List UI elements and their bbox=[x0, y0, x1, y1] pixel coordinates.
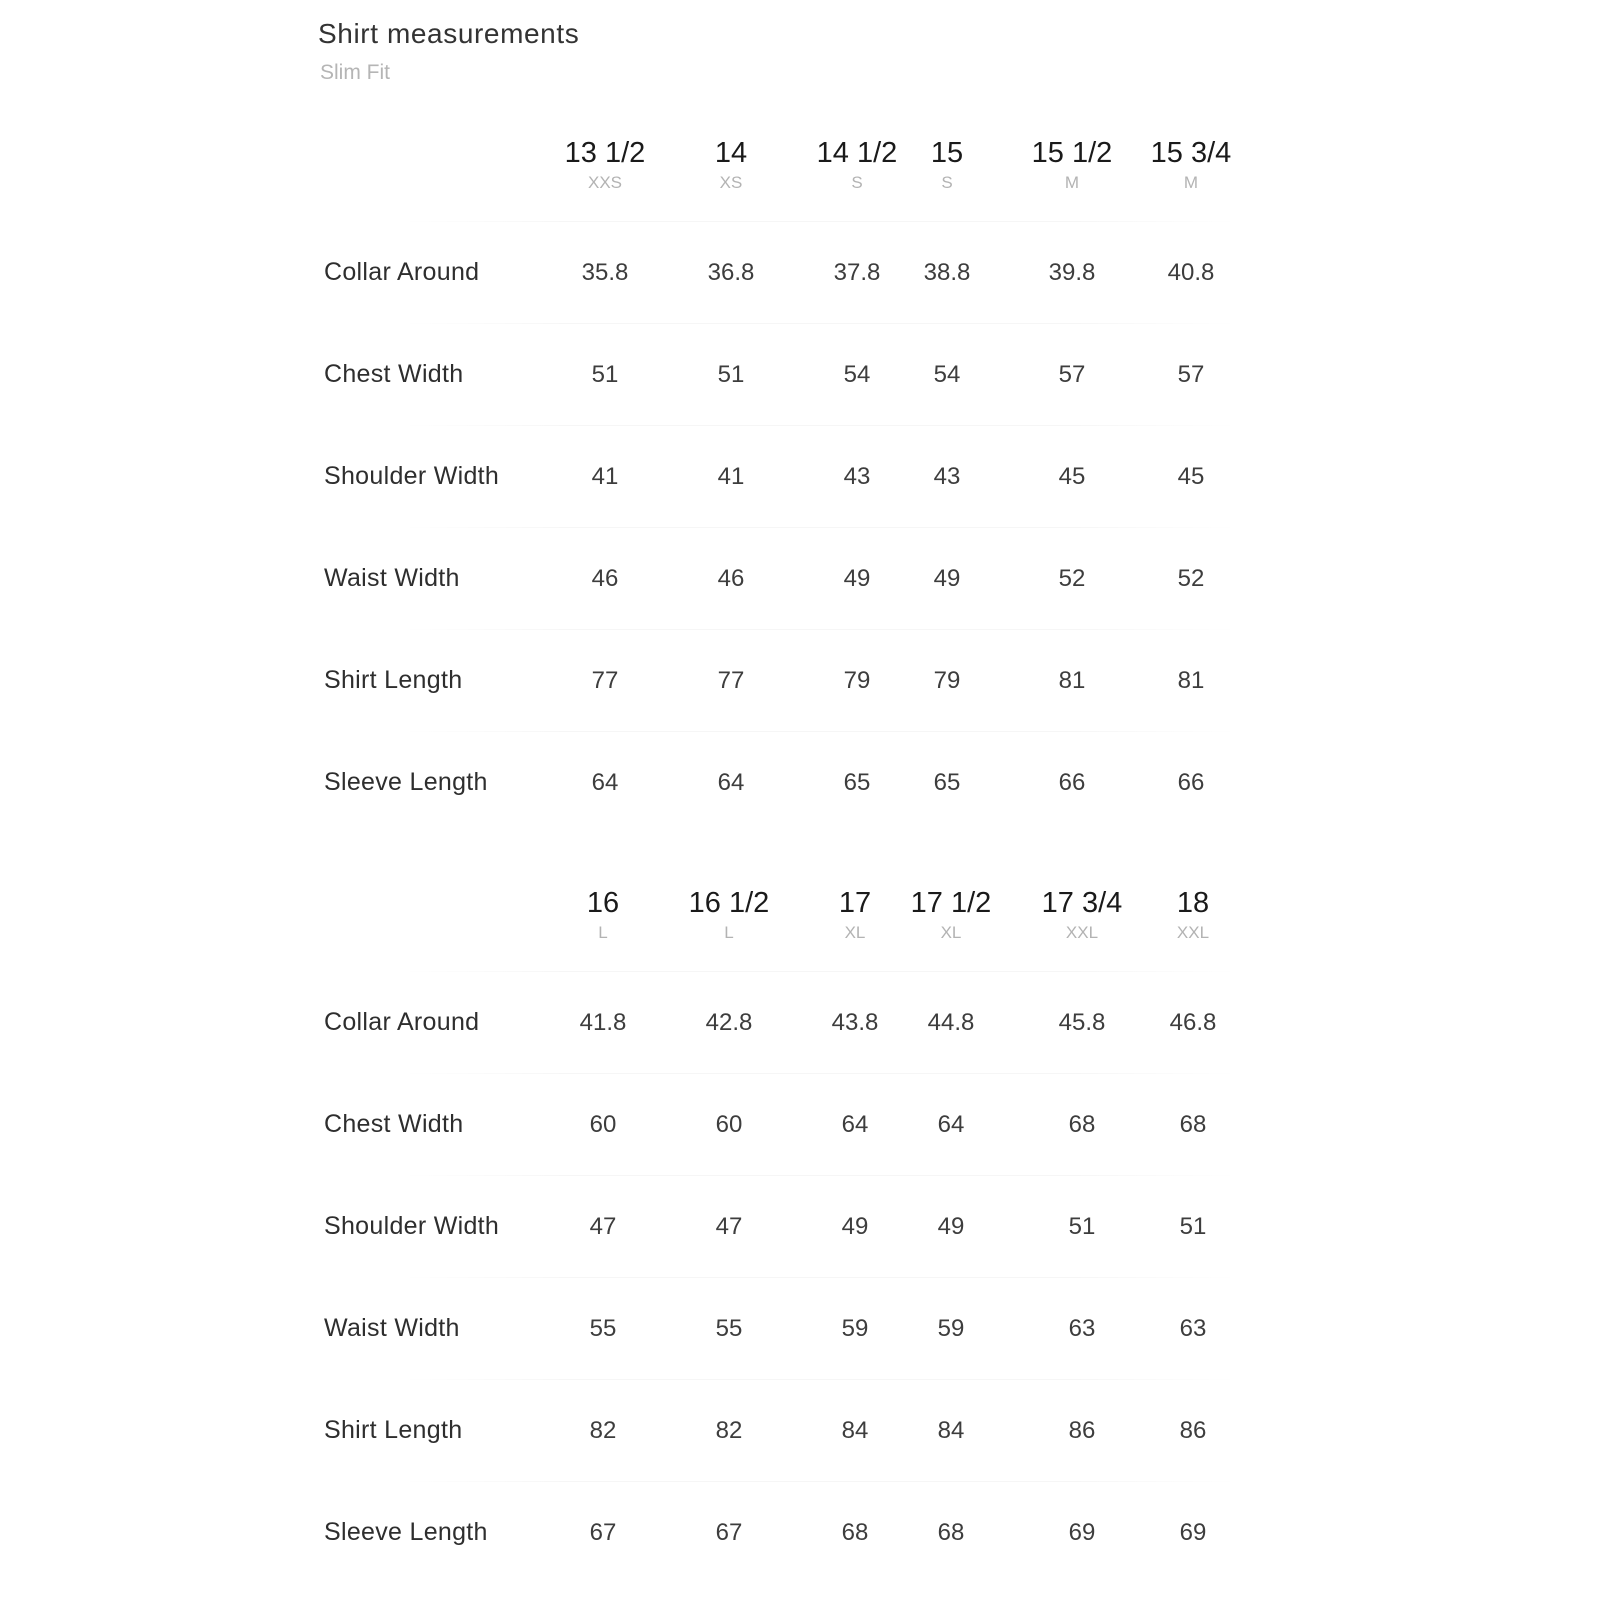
size-column-header bbox=[664, 886, 794, 944]
collar-size: 15 1/2 bbox=[1031, 137, 1113, 169]
page-subtitle: Slim Fit bbox=[320, 61, 390, 84]
measurement-value: 65 bbox=[843, 769, 871, 796]
size-label: L bbox=[724, 923, 734, 942]
measurement-name: Shirt Length bbox=[324, 1416, 463, 1444]
measurement-name: Chest Width bbox=[324, 360, 464, 388]
measurement-value: 66 bbox=[1058, 769, 1086, 796]
measurement-value: 81 bbox=[1177, 667, 1205, 694]
measurement-value: 36.8 bbox=[707, 259, 755, 286]
measurement-value: 47 bbox=[589, 1213, 617, 1240]
measurement-value: 39.8 bbox=[1048, 259, 1096, 286]
measurement-value: 38.8 bbox=[923, 259, 971, 286]
measurement-value: 54 bbox=[933, 361, 961, 388]
size-column-header bbox=[538, 886, 668, 944]
measurement-value: 67 bbox=[589, 1519, 617, 1546]
size-table-small bbox=[320, 118, 1240, 834]
collar-size: 18 bbox=[1176, 887, 1210, 919]
size-table-large bbox=[320, 868, 1240, 1584]
measurement-value: 52 bbox=[1058, 565, 1086, 592]
size-column-header bbox=[1126, 136, 1256, 194]
measurement-value: 44.8 bbox=[927, 1009, 975, 1036]
collar-size: 17 1/2 bbox=[910, 887, 992, 919]
size-column-header bbox=[886, 886, 1016, 944]
size-label: XXL bbox=[1176, 923, 1210, 942]
measurement-value: 52 bbox=[1177, 565, 1205, 592]
size-column-header bbox=[1007, 136, 1137, 194]
measurement-value: 49 bbox=[933, 565, 961, 592]
size-label: S bbox=[851, 173, 863, 192]
measurement-value: 49 bbox=[843, 565, 871, 592]
measurement-name: Sleeve Length bbox=[324, 768, 488, 796]
size-label: XL bbox=[940, 923, 962, 942]
measurement-value: 57 bbox=[1058, 361, 1086, 388]
measurement-name: Waist Width bbox=[324, 564, 460, 592]
measurement-value: 68 bbox=[937, 1519, 965, 1546]
size-column-header bbox=[882, 136, 1012, 194]
measurement-value: 40.8 bbox=[1167, 259, 1215, 286]
measurement-value: 60 bbox=[715, 1111, 743, 1138]
table-row bbox=[320, 1482, 1240, 1584]
measurement-value: 63 bbox=[1179, 1315, 1207, 1342]
measurement-value: 51 bbox=[717, 361, 745, 388]
measurement-value: 68 bbox=[1179, 1111, 1207, 1138]
measurement-value: 67 bbox=[715, 1519, 743, 1546]
size-column-header bbox=[1128, 886, 1258, 944]
measurement-value: 68 bbox=[1068, 1111, 1096, 1138]
measurement-value: 46 bbox=[717, 565, 745, 592]
measurement-value: 69 bbox=[1179, 1519, 1207, 1546]
measurement-value: 47 bbox=[715, 1213, 743, 1240]
measurement-value: 49 bbox=[841, 1213, 869, 1240]
measurement-value: 81 bbox=[1058, 667, 1086, 694]
collar-size: 15 3/4 bbox=[1150, 137, 1232, 169]
collar-size: 17 3/4 bbox=[1041, 887, 1123, 919]
measurement-value: 43.8 bbox=[831, 1009, 879, 1036]
collar-size: 13 1/2 bbox=[564, 137, 646, 169]
measurement-value: 82 bbox=[715, 1417, 743, 1444]
measurement-value: 46.8 bbox=[1169, 1009, 1217, 1036]
measurement-name: Sleeve Length bbox=[324, 1518, 488, 1546]
measurement-value: 55 bbox=[589, 1315, 617, 1342]
measurement-value: 45 bbox=[1058, 463, 1086, 490]
measurement-name: Chest Width bbox=[324, 1110, 464, 1138]
measurement-value: 41 bbox=[717, 463, 745, 490]
measurement-value: 45.8 bbox=[1058, 1009, 1106, 1036]
measurement-value: 57 bbox=[1177, 361, 1205, 388]
measurement-value: 84 bbox=[841, 1417, 869, 1444]
table-row bbox=[320, 324, 1240, 426]
measurement-value: 66 bbox=[1177, 769, 1205, 796]
table-row bbox=[320, 1278, 1240, 1380]
collar-size: 15 bbox=[930, 137, 964, 169]
measurement-value: 46 bbox=[591, 565, 619, 592]
measurement-value: 59 bbox=[937, 1315, 965, 1342]
collar-size: 14 1/2 bbox=[816, 137, 898, 169]
size-label: S bbox=[941, 173, 953, 192]
size-header-row bbox=[320, 118, 1240, 222]
measurement-value: 86 bbox=[1179, 1417, 1207, 1444]
measurement-value: 54 bbox=[843, 361, 871, 388]
size-label: M bbox=[1064, 173, 1080, 192]
measurement-value: 77 bbox=[717, 667, 745, 694]
measurement-value: 42.8 bbox=[705, 1009, 753, 1036]
measurement-value: 77 bbox=[591, 667, 619, 694]
measurement-name: Shirt Length bbox=[324, 666, 463, 694]
measurement-value: 64 bbox=[717, 769, 745, 796]
measurement-value: 51 bbox=[1179, 1213, 1207, 1240]
measurement-value: 84 bbox=[937, 1417, 965, 1444]
measurement-name: Collar Around bbox=[324, 258, 480, 286]
table-row bbox=[320, 1176, 1240, 1278]
collar-size: 16 1/2 bbox=[688, 887, 770, 919]
size-column-header bbox=[666, 136, 796, 194]
measurement-value: 65 bbox=[933, 769, 961, 796]
measurement-value: 64 bbox=[937, 1111, 965, 1138]
size-label: XXL bbox=[1065, 923, 1099, 942]
size-column-header bbox=[540, 136, 670, 194]
collar-size: 14 bbox=[714, 137, 748, 169]
measurement-value: 60 bbox=[589, 1111, 617, 1138]
measurement-value: 43 bbox=[933, 463, 961, 490]
measurement-value: 41.8 bbox=[579, 1009, 627, 1036]
measurement-name: Shoulder Width bbox=[324, 1212, 500, 1240]
measurement-value: 55 bbox=[715, 1315, 743, 1342]
table-row bbox=[320, 426, 1240, 528]
size-label: XXS bbox=[587, 173, 623, 192]
measurement-value: 64 bbox=[841, 1111, 869, 1138]
measurement-value: 35.8 bbox=[581, 259, 629, 286]
table-row bbox=[320, 222, 1240, 324]
size-label: M bbox=[1183, 173, 1199, 192]
measurement-value: 63 bbox=[1068, 1315, 1096, 1342]
measurement-value: 68 bbox=[841, 1519, 869, 1546]
table-row bbox=[320, 972, 1240, 1074]
size-label: L bbox=[598, 923, 608, 942]
table-row bbox=[320, 630, 1240, 732]
measurement-value: 86 bbox=[1068, 1417, 1096, 1444]
table-row bbox=[320, 528, 1240, 630]
size-header-row bbox=[320, 868, 1240, 972]
measurement-value: 64 bbox=[591, 769, 619, 796]
collar-size: 17 bbox=[838, 887, 872, 919]
measurement-name: Waist Width bbox=[324, 1314, 460, 1342]
table-row bbox=[320, 732, 1240, 834]
measurement-value: 41 bbox=[591, 463, 619, 490]
measurement-value: 59 bbox=[841, 1315, 869, 1342]
measurement-value: 79 bbox=[843, 667, 871, 694]
page-title: Shirt measurements bbox=[318, 18, 580, 49]
measurement-name: Collar Around bbox=[324, 1008, 480, 1036]
table-row bbox=[320, 1380, 1240, 1482]
table-row bbox=[320, 1074, 1240, 1176]
measurement-value: 49 bbox=[937, 1213, 965, 1240]
measurement-value: 82 bbox=[589, 1417, 617, 1444]
measurement-name: Shoulder Width bbox=[324, 462, 500, 490]
collar-size: 16 bbox=[586, 887, 620, 919]
size-label: XS bbox=[719, 173, 743, 192]
measurement-value: 69 bbox=[1068, 1519, 1096, 1546]
measurement-value: 51 bbox=[591, 361, 619, 388]
measurement-value: 43 bbox=[843, 463, 871, 490]
size-label: XL bbox=[844, 923, 866, 942]
measurement-value: 51 bbox=[1068, 1213, 1096, 1240]
measurement-value: 79 bbox=[933, 667, 961, 694]
measurement-value: 45 bbox=[1177, 463, 1205, 490]
measurement-value: 37.8 bbox=[833, 259, 881, 286]
